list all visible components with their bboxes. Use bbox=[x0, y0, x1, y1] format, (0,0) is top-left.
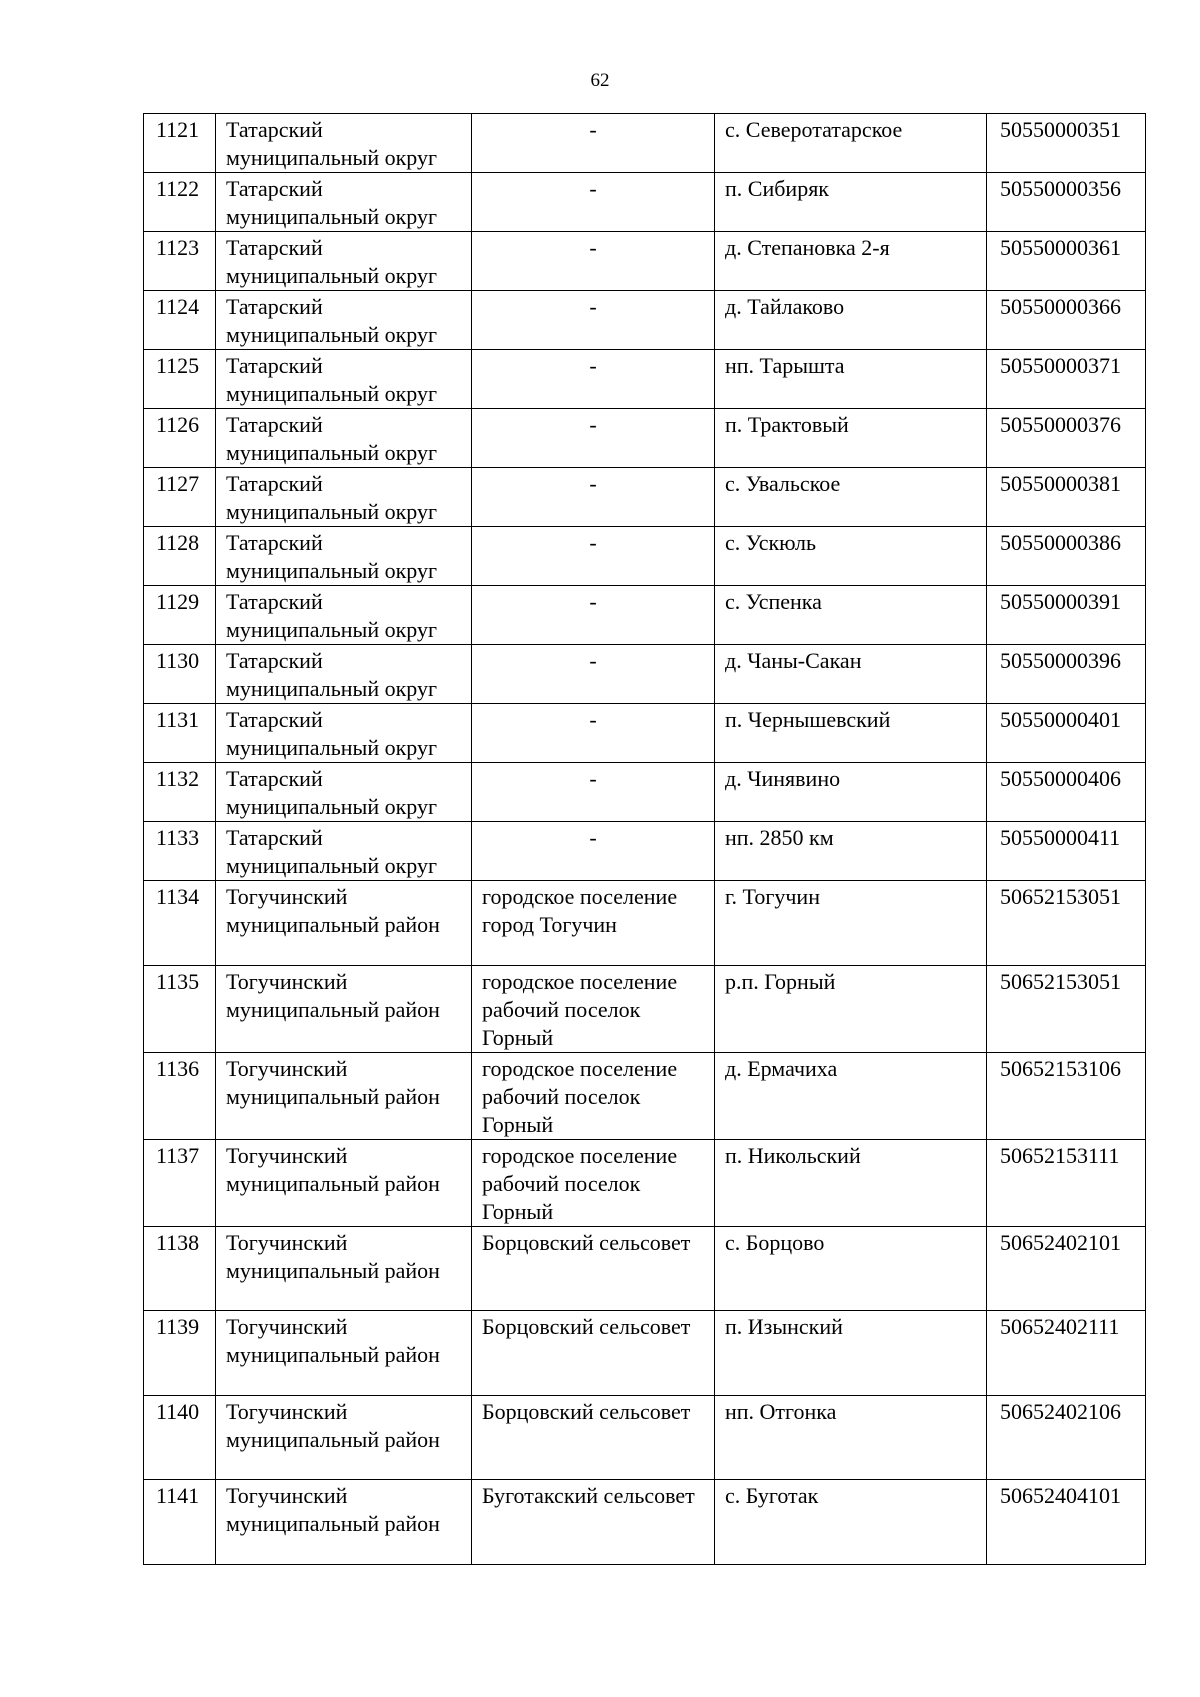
cell-number: 1137 bbox=[144, 1139, 216, 1226]
cell-settlement: Борцовский сельсовет bbox=[472, 1226, 715, 1311]
table-row bbox=[144, 586, 1146, 645]
cell-locality: р.п. Горный bbox=[715, 965, 987, 1052]
cell-settlement: - bbox=[472, 350, 715, 409]
cell-settlement: - bbox=[472, 704, 715, 763]
cell-district: Татарский муниципальный округ bbox=[216, 763, 472, 822]
cell-district: Тогучинский муниципальный район bbox=[216, 1226, 472, 1311]
cell-settlement: - bbox=[472, 173, 715, 232]
cell-district: Татарский муниципальный округ bbox=[216, 468, 472, 527]
table-row bbox=[144, 1311, 1146, 1396]
cell-number: 1127 bbox=[144, 468, 216, 527]
table-row bbox=[144, 1139, 1146, 1226]
cell-oktmo-code: 50550000406 bbox=[987, 763, 1146, 822]
cell-oktmo-code: 50550000366 bbox=[987, 291, 1146, 350]
cell-settlement: - bbox=[472, 468, 715, 527]
cell-settlement: - bbox=[472, 763, 715, 822]
table-row bbox=[144, 763, 1146, 822]
table-row bbox=[144, 114, 1146, 173]
table-row bbox=[144, 1226, 1146, 1311]
cell-locality: г. Тогучин bbox=[715, 881, 987, 966]
cell-locality: п. Чернышевский bbox=[715, 704, 987, 763]
cell-settlement: городское поселение рабочий поселок Горный bbox=[472, 1052, 715, 1139]
cell-locality: п. Трактовый bbox=[715, 409, 987, 468]
cell-number: 1138 bbox=[144, 1226, 216, 1311]
cell-number: 1128 bbox=[144, 527, 216, 586]
cell-oktmo-code: 50550000356 bbox=[987, 173, 1146, 232]
cell-number: 1121 bbox=[144, 114, 216, 173]
cell-oktmo-code: 50550000371 bbox=[987, 350, 1146, 409]
cell-locality: нп. Тарышта bbox=[715, 350, 987, 409]
cell-oktmo-code: 50652153051 bbox=[987, 965, 1146, 1052]
cell-district: Татарский муниципальный округ bbox=[216, 586, 472, 645]
cell-locality: д. Степановка 2-я bbox=[715, 232, 987, 291]
table-body bbox=[144, 114, 1146, 1565]
cell-number: 1129 bbox=[144, 586, 216, 645]
cell-district: Татарский муниципальный округ bbox=[216, 232, 472, 291]
table-row bbox=[144, 1052, 1146, 1139]
table-row bbox=[144, 291, 1146, 350]
cell-oktmo-code: 50550000411 bbox=[987, 822, 1146, 881]
settlements-table bbox=[143, 113, 1146, 1565]
cell-number: 1133 bbox=[144, 822, 216, 881]
cell-district: Татарский муниципальный округ bbox=[216, 291, 472, 350]
cell-number: 1141 bbox=[144, 1480, 216, 1565]
cell-oktmo-code: 50652404101 bbox=[987, 1480, 1146, 1565]
cell-locality: д. Тайлаково bbox=[715, 291, 987, 350]
cell-oktmo-code: 50652402101 bbox=[987, 1226, 1146, 1311]
cell-number: 1122 bbox=[144, 173, 216, 232]
table-row bbox=[144, 1395, 1146, 1480]
cell-settlement: городское поселение рабочий поселок Горный bbox=[472, 1139, 715, 1226]
cell-district: Татарский муниципальный округ bbox=[216, 645, 472, 704]
cell-locality: с. Успенка bbox=[715, 586, 987, 645]
cell-locality: д. Чаны-Сакан bbox=[715, 645, 987, 704]
cell-oktmo-code: 50550000351 bbox=[987, 114, 1146, 173]
table-row bbox=[144, 409, 1146, 468]
cell-number: 1130 bbox=[144, 645, 216, 704]
cell-settlement: городское поселение город Тогучин bbox=[472, 881, 715, 966]
table-row bbox=[144, 232, 1146, 291]
table-row bbox=[144, 527, 1146, 586]
cell-locality: с. Буготак bbox=[715, 1480, 987, 1565]
cell-number: 1123 bbox=[144, 232, 216, 291]
cell-settlement: - bbox=[472, 822, 715, 881]
cell-oktmo-code: 50550000391 bbox=[987, 586, 1146, 645]
cell-oktmo-code: 50652153106 bbox=[987, 1052, 1146, 1139]
cell-oktmo-code: 50652402106 bbox=[987, 1395, 1146, 1480]
cell-number: 1132 bbox=[144, 763, 216, 822]
cell-settlement: - bbox=[472, 291, 715, 350]
cell-number: 1135 bbox=[144, 965, 216, 1052]
page-number: 62 bbox=[590, 70, 610, 91]
cell-settlement: - bbox=[472, 232, 715, 291]
cell-settlement: - bbox=[472, 527, 715, 586]
cell-district: Татарский муниципальный округ bbox=[216, 704, 472, 763]
cell-district: Тогучинский муниципальный район bbox=[216, 965, 472, 1052]
cell-locality: с. Северотатарское bbox=[715, 114, 987, 173]
table-row bbox=[144, 468, 1146, 527]
cell-district: Татарский муниципальный округ bbox=[216, 822, 472, 881]
table-row bbox=[144, 1480, 1146, 1565]
cell-oktmo-code: 50550000381 bbox=[987, 468, 1146, 527]
cell-locality: д. Чинявино bbox=[715, 763, 987, 822]
cell-district: Татарский муниципальный округ bbox=[216, 114, 472, 173]
cell-district: Тогучинский муниципальный район bbox=[216, 1052, 472, 1139]
cell-locality: с. Ускюль bbox=[715, 527, 987, 586]
cell-locality: нп. 2850 км bbox=[715, 822, 987, 881]
table-row bbox=[144, 965, 1146, 1052]
cell-district: Тогучинский муниципальный район bbox=[216, 1311, 472, 1396]
cell-district: Татарский муниципальный округ bbox=[216, 173, 472, 232]
cell-settlement: Борцовский сельсовет bbox=[472, 1311, 715, 1396]
cell-locality: нп. Отгонка bbox=[715, 1395, 987, 1480]
cell-locality: д. Ермачиха bbox=[715, 1052, 987, 1139]
table-row bbox=[144, 881, 1146, 966]
cell-district: Тогучинский муниципальный район bbox=[216, 1139, 472, 1226]
cell-district: Татарский муниципальный округ bbox=[216, 350, 472, 409]
cell-district: Татарский муниципальный округ bbox=[216, 409, 472, 468]
cell-settlement: Буготакский сельсовет bbox=[472, 1480, 715, 1565]
cell-locality: п. Изынский bbox=[715, 1311, 987, 1396]
table-row bbox=[144, 350, 1146, 409]
cell-oktmo-code: 50550000401 bbox=[987, 704, 1146, 763]
cell-number: 1136 bbox=[144, 1052, 216, 1139]
cell-settlement: - bbox=[472, 586, 715, 645]
cell-district: Тогучинский муниципальный район bbox=[216, 1480, 472, 1565]
cell-number: 1126 bbox=[144, 409, 216, 468]
table-row bbox=[144, 704, 1146, 763]
cell-oktmo-code: 50550000361 bbox=[987, 232, 1146, 291]
cell-locality: п. Сибиряк bbox=[715, 173, 987, 232]
cell-oktmo-code: 50550000386 bbox=[987, 527, 1146, 586]
cell-number: 1139 bbox=[144, 1311, 216, 1396]
cell-settlement: - bbox=[472, 645, 715, 704]
table-row bbox=[144, 645, 1146, 704]
cell-settlement: - bbox=[472, 114, 715, 173]
cell-number: 1124 bbox=[144, 291, 216, 350]
table-row bbox=[144, 173, 1146, 232]
cell-oktmo-code: 50550000376 bbox=[987, 409, 1146, 468]
cell-settlement: Борцовский сельсовет bbox=[472, 1395, 715, 1480]
cell-number: 1125 bbox=[144, 350, 216, 409]
cell-settlement: городское поселение рабочий поселок Горный bbox=[472, 965, 715, 1052]
cell-number: 1131 bbox=[144, 704, 216, 763]
cell-number: 1140 bbox=[144, 1395, 216, 1480]
cell-district: Татарский муниципальный округ bbox=[216, 527, 472, 586]
cell-oktmo-code: 50652153111 bbox=[987, 1139, 1146, 1226]
cell-locality: с. Борцово bbox=[715, 1226, 987, 1311]
cell-locality: п. Никольский bbox=[715, 1139, 987, 1226]
cell-oktmo-code: 50550000396 bbox=[987, 645, 1146, 704]
cell-district: Тогучинский муниципальный район bbox=[216, 1395, 472, 1480]
cell-locality: с. Увальское bbox=[715, 468, 987, 527]
cell-number: 1134 bbox=[144, 881, 216, 966]
cell-settlement: - bbox=[472, 409, 715, 468]
cell-oktmo-code: 50652153051 bbox=[987, 881, 1146, 966]
cell-district: Тогучинский муниципальный район bbox=[216, 881, 472, 966]
cell-oktmo-code: 50652402111 bbox=[987, 1311, 1146, 1396]
table-row bbox=[144, 822, 1146, 881]
